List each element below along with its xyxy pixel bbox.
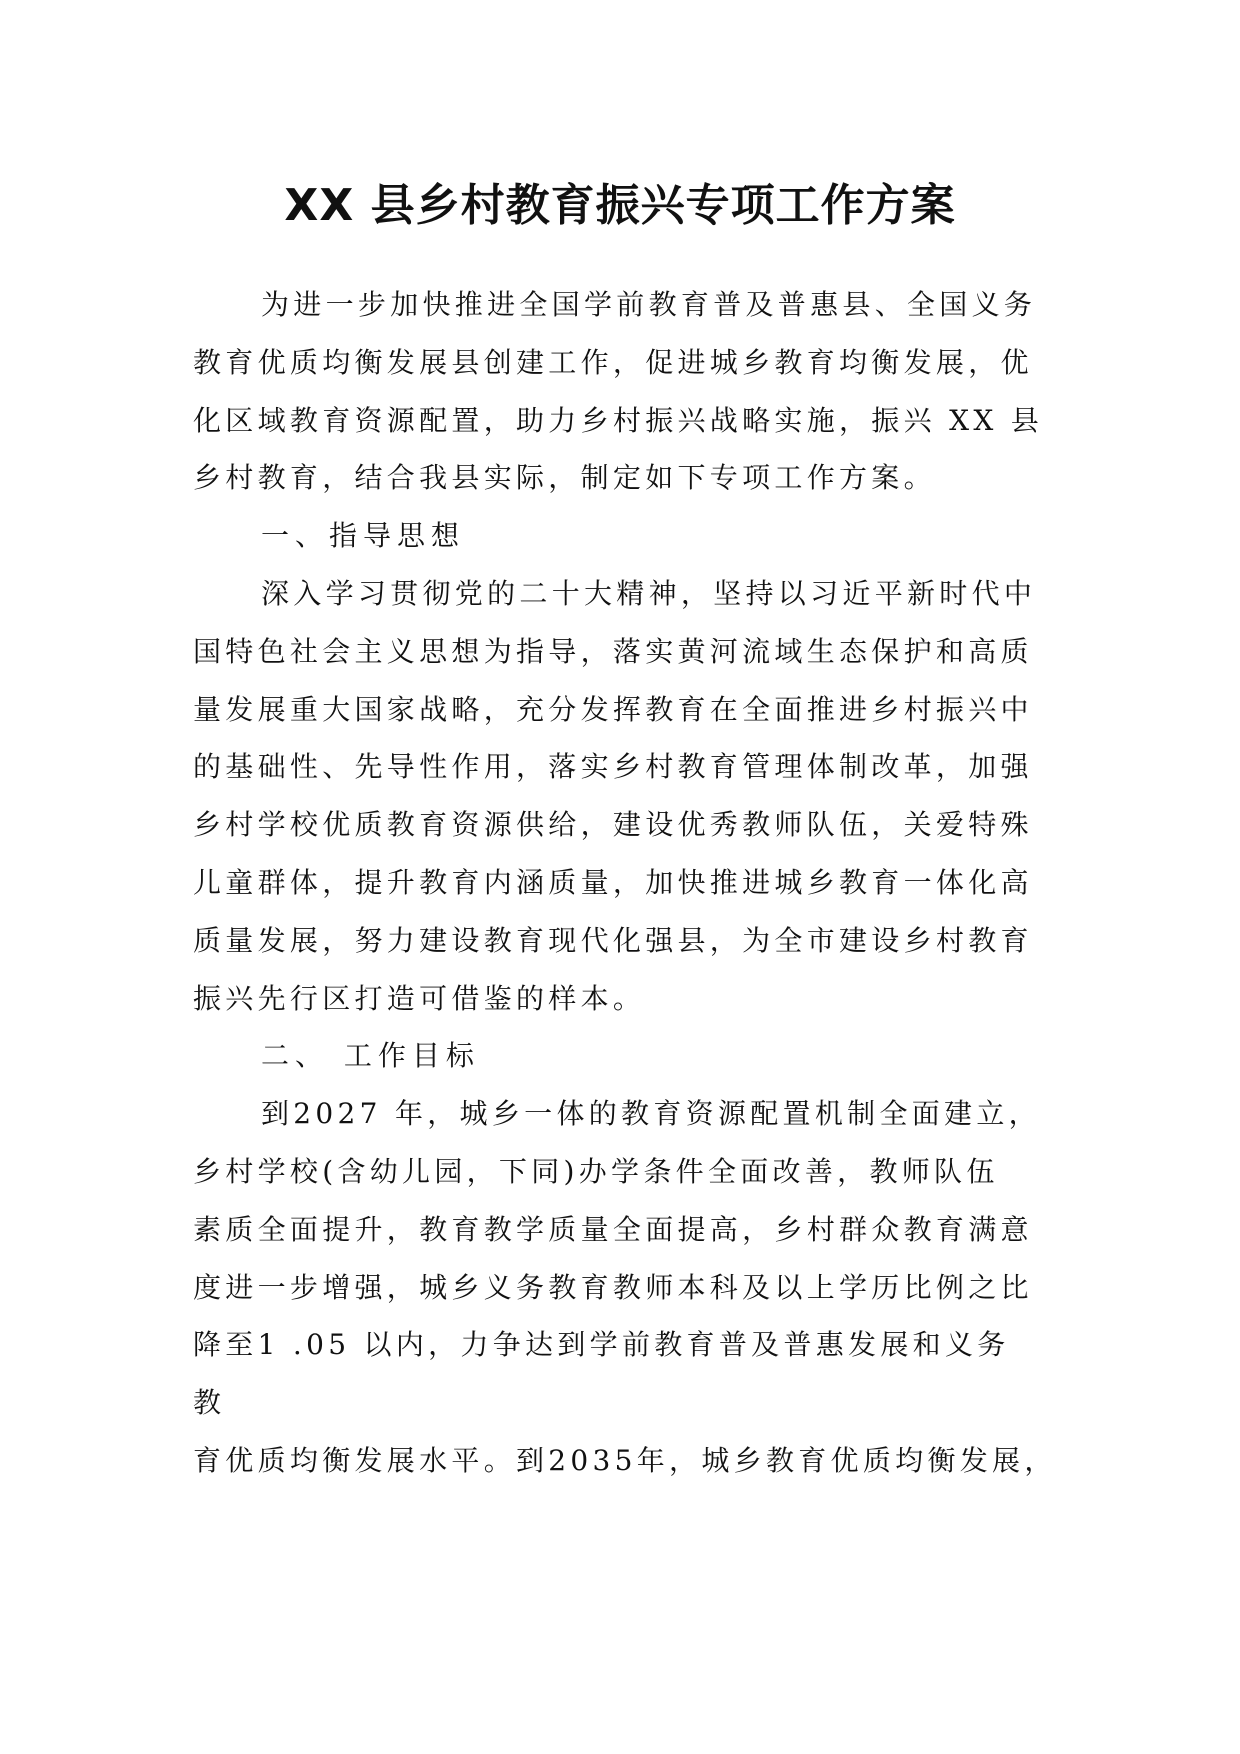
document-title: XX 县乡村教育振兴专项工作方案 <box>284 180 956 231</box>
paragraph-line: 到2027 年，城乡一体的教育资源配置机制全面建立， <box>261 1097 1041 1131</box>
paragraph-line: 教 <box>193 1386 226 1420</box>
paragraph-line: 育优质均衡发展水平。到2035年，城乡教育优质均衡发展， <box>193 1443 1057 1477</box>
paragraph-line: 振兴先行区打造可借鉴的样本。 <box>193 981 646 1015</box>
section-heading: 一、指导思想 <box>261 519 466 553</box>
paragraph-line: 儿童群体，提升教育内涵质量，加快推进城乡教育一体化高 <box>193 865 1033 899</box>
paragraph-line: 质量发展，努力建设教育现代化强县，为全市建设乡村教育 <box>193 923 1033 957</box>
paragraph-line: 化区域教育资源配置，助力乡村振兴战略实施，振兴 XX 县 <box>193 403 1044 437</box>
paragraph-line: 量发展重大国家战略，充分发挥教育在全面推进乡村振兴中 <box>193 692 1033 726</box>
paragraph-line: 度进一步增强，城乡义务教育教师本科及以上学历比例之比 <box>193 1270 1033 1304</box>
paragraph-line: 教育优质均衡发展县创建工作，促进城乡教育均衡发展，优 <box>193 345 1033 379</box>
paragraph-line: 为进一步加快推进全国学前教育普及普惠县、全国义务 <box>261 288 1037 321</box>
paragraph-line: 素质全面提升，教育教学质量全面提高，乡村群众教育满意 <box>193 1212 1033 1246</box>
paragraph-line: 乡村学校优质教育资源供给，建设优秀教师队伍，关爱特殊 <box>193 808 1033 842</box>
paragraph-line: 深入学习贯彻党的二十大精神，坚持以习近平新时代中 <box>261 576 1037 610</box>
paragraph-line: 乡村学校(含幼儿园，下同)办学条件全面改善，教师队伍 <box>193 1154 999 1188</box>
document-body <box>193 276 1057 1490</box>
section-heading: 二、 工作目标 <box>261 1039 480 1073</box>
paragraph-line: 降至1 .05 以内，力争达到学前教育普及普惠发展和义务 <box>193 1328 1010 1362</box>
paragraph-line: 乡村教育，结合我县实际，制定如下专项工作方案。 <box>193 461 936 495</box>
paragraph-line: 国特色社会主义思想为指导，落实黄河流域生态保护和高质 <box>193 634 1033 668</box>
paragraph-line: 的基础性、先导性作用，落实乡村教育管理体制改革，加强 <box>193 750 1033 784</box>
